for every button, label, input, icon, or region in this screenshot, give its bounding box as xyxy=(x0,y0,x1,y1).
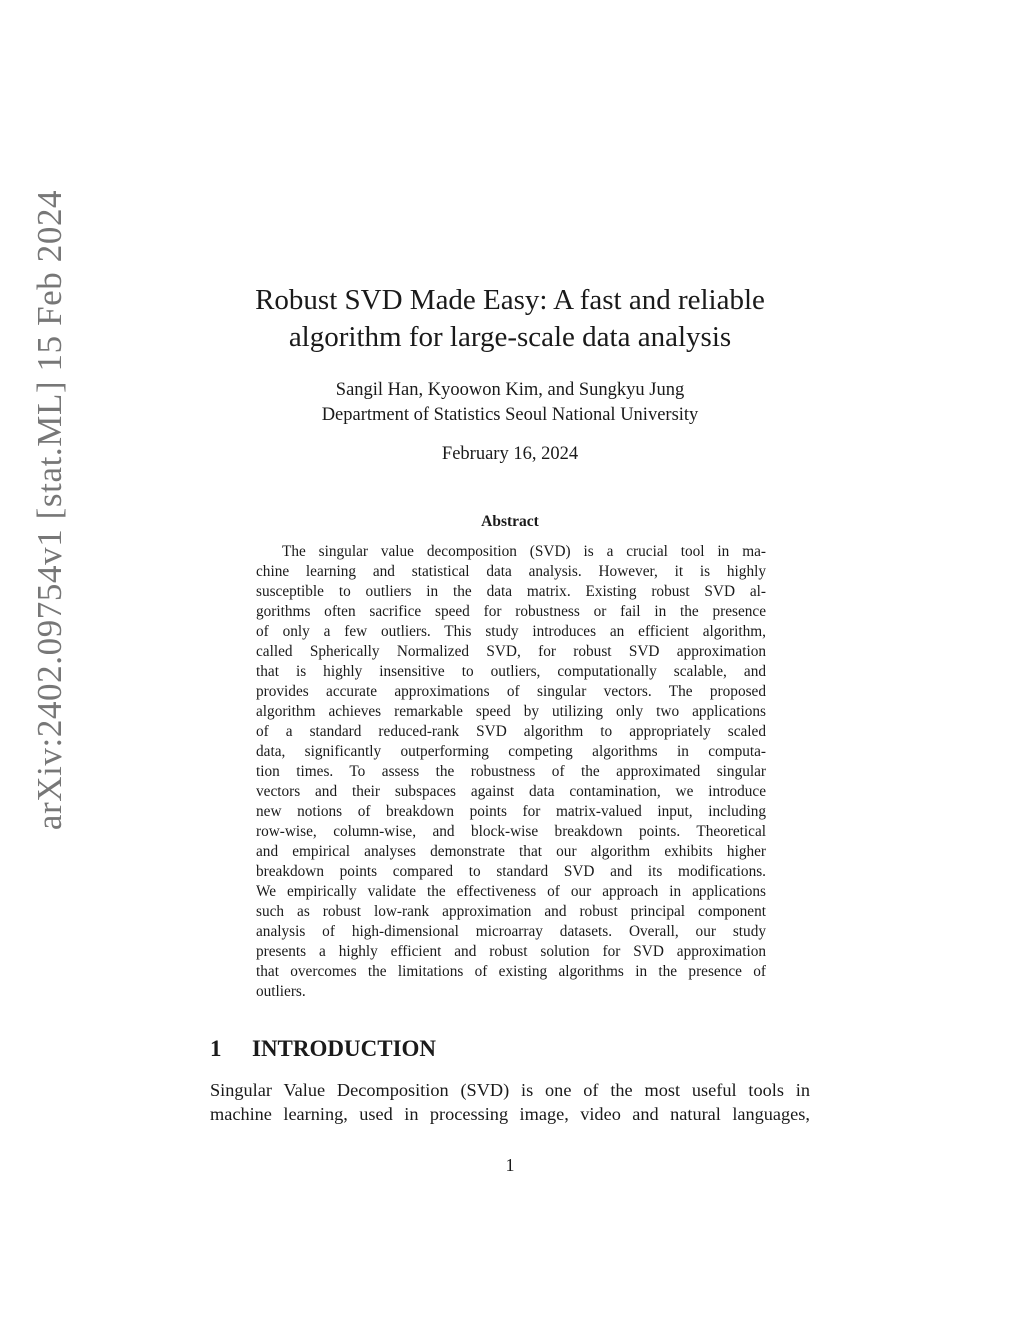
author-block xyxy=(210,378,810,428)
abstract-line: of only a few outliers. This study introduces an efficient algorithm, xyxy=(256,623,766,640)
introduction-body xyxy=(210,1078,810,1126)
intro-line: Singular Value Decomposition (SVD) is one of the most useful tools in xyxy=(210,1080,810,1100)
abstract-line: We empirically validate the effectiveness of our approach in applications xyxy=(256,883,766,900)
publication-date: February 16, 2024 xyxy=(441,444,579,464)
page-number: 1 xyxy=(505,1155,515,1175)
abstract-line: vectors and their subspaces against data contamination, we introduce xyxy=(256,783,766,800)
abstract-line: that is highly insensitive to outliers, computationally scalable, and xyxy=(256,663,766,680)
abstract-line: tion times. To assess the robustness of the approximated singular xyxy=(256,763,766,780)
abstract-line: susceptible to outliers in the data matrix. Existing robust SVD al- xyxy=(256,583,766,600)
abstract-line: new notions of breakdown points for matrix-valued input, including xyxy=(256,803,766,820)
abstract-line: data, significantly outperforming competing algorithms in computa- xyxy=(256,743,766,760)
affiliation: Department of Statistics Seoul National University xyxy=(321,405,699,425)
abstract-line: and empirical analyses demonstrate that our algorithm exhibits higher xyxy=(256,843,766,860)
author-names: Sangil Han, Kyoowon Kim, and Sungkyu Jung xyxy=(335,380,685,400)
section-title: INTRODUCTION xyxy=(252,1036,437,1061)
abstract-line: row-wise, column-wise, and block-wise breakdown points. Theoretical xyxy=(256,823,766,840)
abstract-line: of a standard reduced-rank SVD algorithm to appropriately scaled xyxy=(256,723,766,740)
section-number: 1 xyxy=(210,1036,222,1061)
abstract-line: analysis of high-dimensional microarray datasets. Overall, our study xyxy=(256,923,766,940)
section-heading xyxy=(210,1034,810,1064)
abstract-line: breakdown points compared to standard SVD and its modifications. xyxy=(256,863,766,880)
abstract-line: The singular value decomposition (SVD) is a crucial tool in ma- xyxy=(282,543,766,560)
abstract-line: presents a highly efficient and robust solution for SVD approximation xyxy=(256,943,766,960)
intro-line: machine learning, used in processing image, video and natural languages, xyxy=(210,1104,810,1124)
abstract-line: outliers. xyxy=(256,983,306,1000)
abstract-heading: Abstract xyxy=(481,513,539,530)
abstract-line: provides accurate approximations of singular vectors. The proposed xyxy=(256,683,766,700)
title-line: algorithm for large-scale data analysis xyxy=(288,321,732,353)
abstract-line: that overcomes the limitations of existing algorithms in the presence of xyxy=(256,963,766,980)
abstract-body xyxy=(256,542,766,1002)
abstract-line: gorithms often sacrifice speed for robustness or fail in the presence xyxy=(256,603,766,620)
abstract-line: called Spherically Normalized SVD, for robust SVD approximation xyxy=(256,643,766,660)
abstract-line: such as robust low-rank approximation and robust principal component xyxy=(256,903,766,920)
arxiv-identifier-stamp: arXiv:2402.09754v1 [stat.ML] 15 Feb 2024 xyxy=(30,189,69,831)
abstract-line: algorithm achieves remarkable speed by utilizing only two applications xyxy=(256,703,766,720)
paper-title xyxy=(210,282,810,356)
abstract-line: chine learning and statistical data analysis. However, it is highly xyxy=(256,563,766,580)
title-line: Robust SVD Made Easy: A fast and reliable xyxy=(255,284,765,316)
